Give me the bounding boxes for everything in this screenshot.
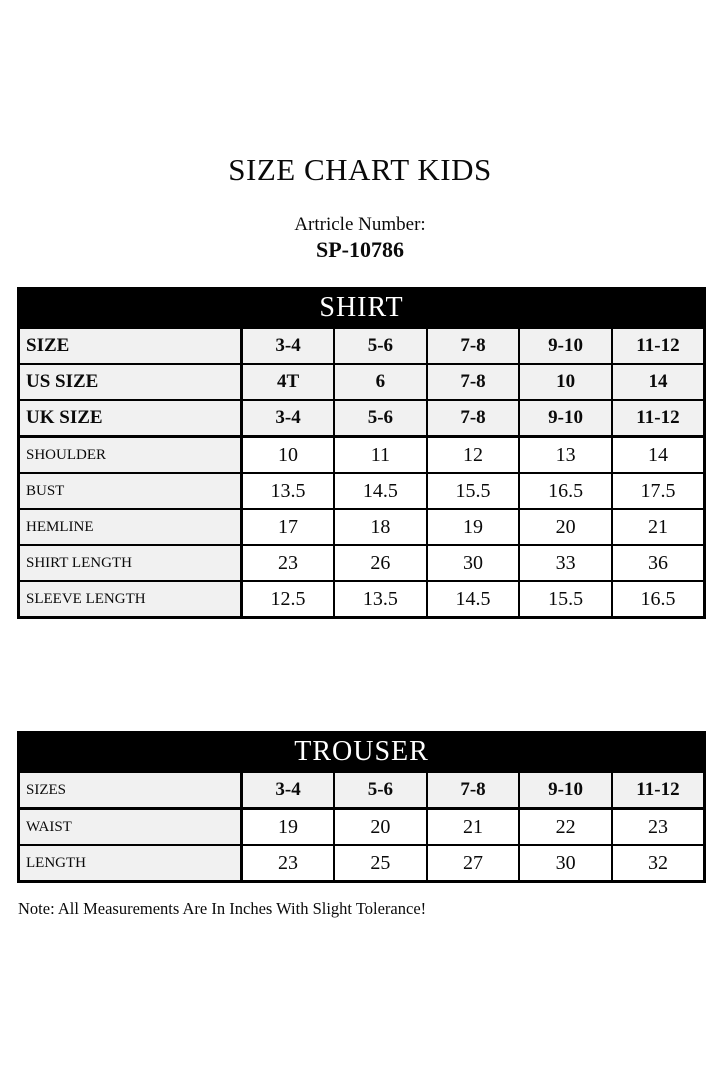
row-label-cell: UK SIZE bbox=[19, 400, 242, 437]
value-cell: 23 bbox=[242, 845, 335, 882]
row-label-cell: US SIZE bbox=[19, 364, 242, 400]
value-cell: 32 bbox=[612, 845, 705, 882]
value-cell: 4T bbox=[242, 364, 335, 400]
value-cell: 21 bbox=[612, 509, 705, 545]
row-label-cell: WAIST bbox=[19, 809, 242, 846]
value-cell: 21 bbox=[427, 809, 520, 846]
value-cell: 9-10 bbox=[519, 328, 612, 365]
value-cell: 15.5 bbox=[519, 581, 612, 618]
value-cell: 5-6 bbox=[334, 772, 427, 809]
row-label-cell: HEMLINE bbox=[19, 509, 242, 545]
value-cell: 17 bbox=[242, 509, 335, 545]
value-cell: 16.5 bbox=[612, 581, 705, 618]
table-row bbox=[19, 400, 705, 437]
row-label-cell: SIZES bbox=[19, 772, 242, 809]
table-row bbox=[19, 581, 705, 618]
value-cell: 11 bbox=[334, 437, 427, 474]
value-cell: 15.5 bbox=[427, 473, 520, 509]
value-cell: 9-10 bbox=[519, 400, 612, 437]
value-cell: 14.5 bbox=[427, 581, 520, 618]
value-cell: 6 bbox=[334, 364, 427, 400]
row-label-cell: SHIRT LENGTH bbox=[19, 545, 242, 581]
value-cell: 7-8 bbox=[427, 772, 520, 809]
value-cell: 33 bbox=[519, 545, 612, 581]
value-cell: 18 bbox=[334, 509, 427, 545]
value-cell: 19 bbox=[427, 509, 520, 545]
table-row bbox=[19, 473, 705, 509]
value-cell: 14.5 bbox=[334, 473, 427, 509]
value-cell: 25 bbox=[334, 845, 427, 882]
value-cell: 11-12 bbox=[612, 400, 705, 437]
value-cell: 9-10 bbox=[519, 772, 612, 809]
table-row bbox=[19, 509, 705, 545]
value-cell: 7-8 bbox=[427, 364, 520, 400]
table-row bbox=[19, 328, 705, 365]
value-cell: 36 bbox=[612, 545, 705, 581]
row-label-cell: SLEEVE LENGTH bbox=[19, 581, 242, 618]
value-cell: 30 bbox=[427, 545, 520, 581]
value-cell: 7-8 bbox=[427, 400, 520, 437]
row-label-cell: SIZE bbox=[19, 328, 242, 365]
value-cell: 13.5 bbox=[242, 473, 335, 509]
value-cell: 3-4 bbox=[242, 400, 335, 437]
value-cell: 14 bbox=[612, 437, 705, 474]
table-row bbox=[19, 364, 705, 400]
article-number-label: Artricle Number: bbox=[294, 214, 426, 235]
table-row bbox=[19, 809, 705, 846]
value-cell: 10 bbox=[242, 437, 335, 474]
article-number-value: SP-10786 bbox=[316, 237, 404, 262]
trouser-table-body bbox=[19, 772, 705, 882]
row-label-cell: SHOULDER bbox=[19, 437, 242, 474]
value-cell: 26 bbox=[334, 545, 427, 581]
value-cell: 13 bbox=[519, 437, 612, 474]
shirt-table-body bbox=[19, 328, 705, 618]
table-row bbox=[19, 437, 705, 474]
value-cell: 30 bbox=[519, 845, 612, 882]
value-cell: 12.5 bbox=[242, 581, 335, 618]
value-cell: 3-4 bbox=[242, 328, 335, 365]
value-cell: 23 bbox=[612, 809, 705, 846]
value-cell: 11-12 bbox=[612, 328, 705, 365]
value-cell: 27 bbox=[427, 845, 520, 882]
value-cell: 20 bbox=[334, 809, 427, 846]
value-cell: 10 bbox=[519, 364, 612, 400]
table-row bbox=[19, 772, 705, 809]
value-cell: 19 bbox=[242, 809, 335, 846]
row-label-cell: BUST bbox=[19, 473, 242, 509]
value-cell: 23 bbox=[242, 545, 335, 581]
value-cell: 5-6 bbox=[334, 328, 427, 365]
value-cell: 11-12 bbox=[612, 772, 705, 809]
shirt-table-title: SHIRT bbox=[19, 289, 705, 328]
value-cell: 17.5 bbox=[612, 473, 705, 509]
trouser-size-table bbox=[17, 731, 706, 883]
value-cell: 12 bbox=[427, 437, 520, 474]
shirt-size-table bbox=[17, 287, 706, 619]
trouser-table-title: TROUSER bbox=[19, 733, 705, 772]
value-cell: 16.5 bbox=[519, 473, 612, 509]
row-label-cell: LENGTH bbox=[19, 845, 242, 882]
value-cell: 5-6 bbox=[334, 400, 427, 437]
value-cell: 3-4 bbox=[242, 772, 335, 809]
table-row bbox=[19, 545, 705, 581]
page-title: SIZE CHART KIDS bbox=[228, 152, 492, 187]
table-header-row bbox=[19, 289, 705, 328]
value-cell: 14 bbox=[612, 364, 705, 400]
value-cell: 7-8 bbox=[427, 328, 520, 365]
table-header-row bbox=[19, 733, 705, 772]
value-cell: 20 bbox=[519, 509, 612, 545]
value-cell: 22 bbox=[519, 809, 612, 846]
measurement-note: Note: All Measurements Are In Inches With Slight Tolerance! bbox=[18, 899, 427, 918]
value-cell: 13.5 bbox=[334, 581, 427, 618]
table-row bbox=[19, 845, 705, 882]
